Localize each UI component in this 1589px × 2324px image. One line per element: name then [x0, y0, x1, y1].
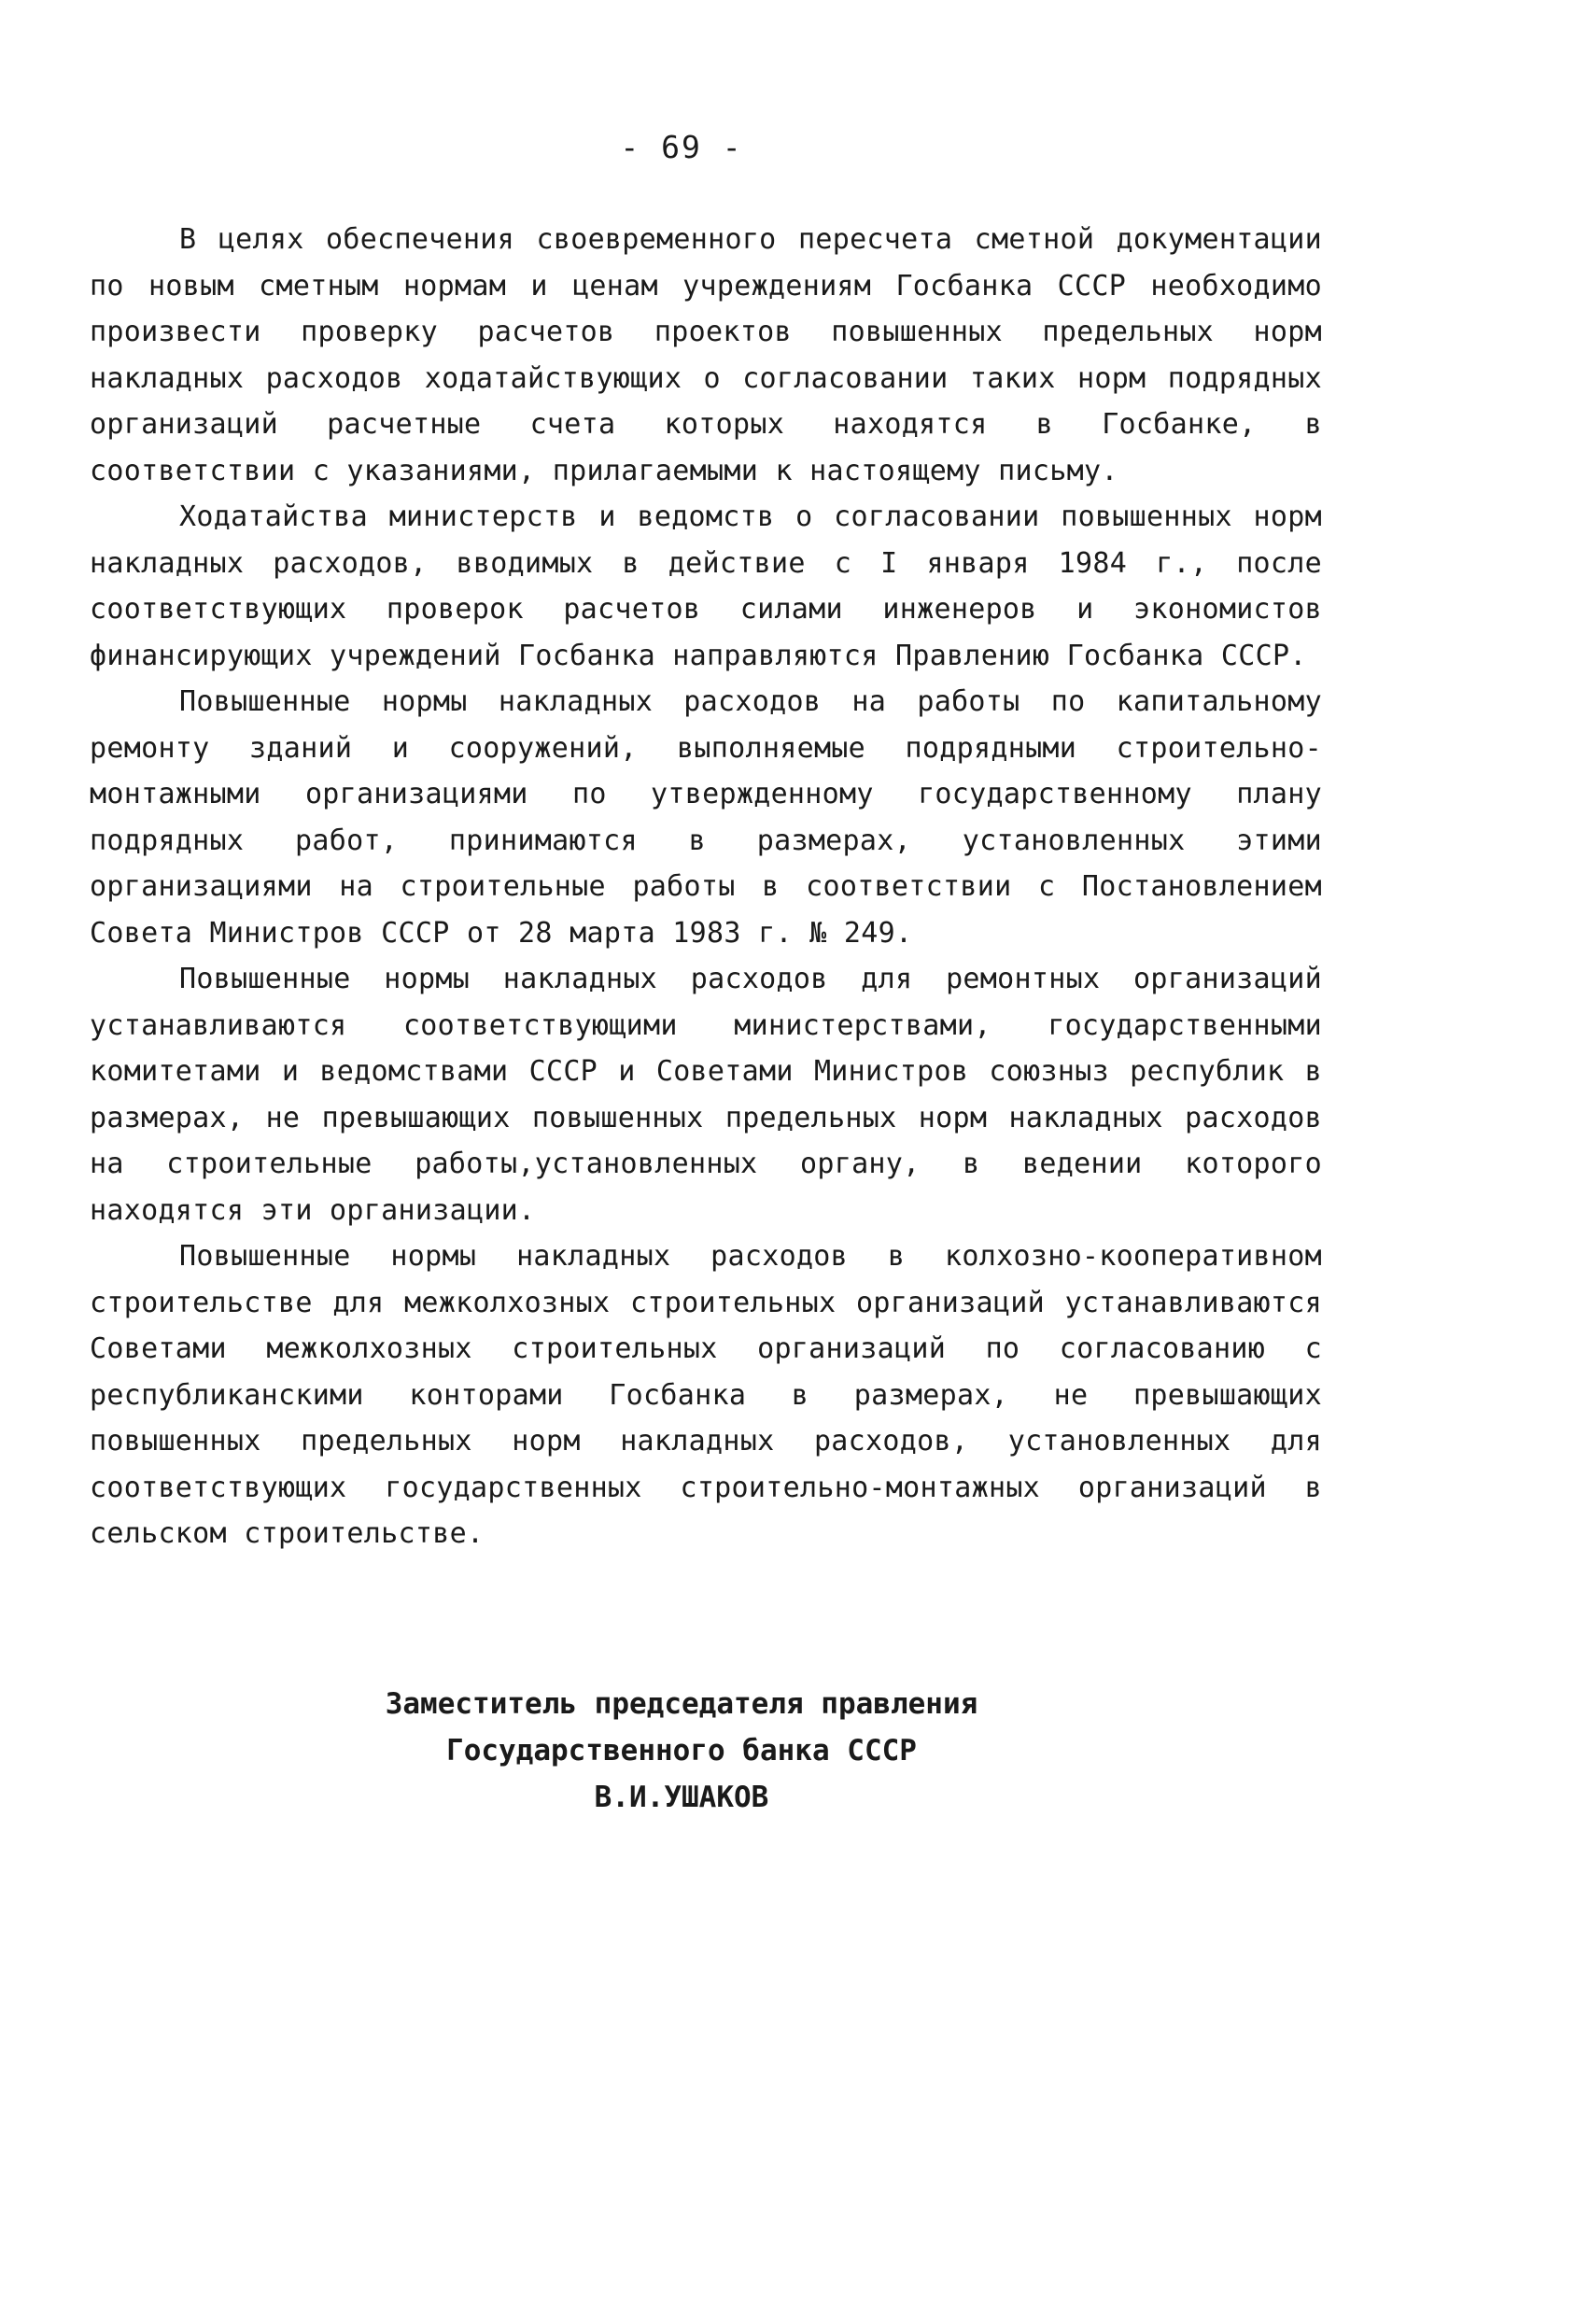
page-number: - 69 - — [620, 129, 743, 165]
paragraph-capital-repair: Повышенные нормы накладных расходов на работы по капитальному ремонту зданий и сооружений, выполняемые подрядными строительно-монтажными организациями по утвержденному государственному плану подрядных работ, принимаются в размерах, установленных этими организациями на строительные работы в соответствии с Постановлением Совета Министров СССР от 28 марта 1983 г. № 249. — [90, 685, 1322, 950]
signature-name: В.И.УШАКОВ — [594, 1781, 769, 1814]
paragraph-repair-organizations: Повышенные нормы накладных расходов для ремонтных организаций устанавливаются соответствующими министерствами, государственными комитетами и ведомствами СССР и Советами Министров союзныз республик в размерах, не превышающих повышенных предельных норм накладных расходов на строительные работы,установленных органу, в ведении которого находятся эти организации. — [90, 963, 1322, 1227]
paragraph-kolkhoz-construction: Повышенные нормы накладных расходов в колхозно-кооперативном строительстве для межколхозных строительных организаций устанавливаются Советами межколхозных строительных организаций по согласованию с республиканскими конторами Госбанка в размерах, не превышающих повышенных предельных норм накладных расходов, установленных для соответствующих государственных строительно-монтажных организаций в сельском строительстве. — [90, 1240, 1322, 1550]
signature-block — [0, 1681, 1363, 1821]
signature-position-line-2: Государственного банка СССР — [446, 1734, 917, 1768]
paragraph-recalculation: В целях обеспечения своевременного пересчета сметной документации по новым сметным нормам и ценам учреждениям Госбанка СССР необходимо произвести проверку расчетов проектов повышенных предельных норм накладных расходов ходатайствующих о согласовании таких норм подрядных организаций расчетные счета которых находятся в Госбанке, в соответствии с указаниями, прилагаемыми к настоящему письму. — [90, 223, 1322, 487]
letter-body — [90, 217, 1322, 1557]
paragraph-petitions: Ходатайства министерств и ведомств о согласовании повышенных норм накладных расходов, вводимых в действие с I января 1984 г., после соответствующих проверок расчетов силами инженеров и экономистов финансирующих учреждений Госбанка направляются Правлению Госбанка СССР. — [90, 500, 1322, 672]
signature-position-line-1: Заместитель председателя правления — [385, 1687, 978, 1721]
